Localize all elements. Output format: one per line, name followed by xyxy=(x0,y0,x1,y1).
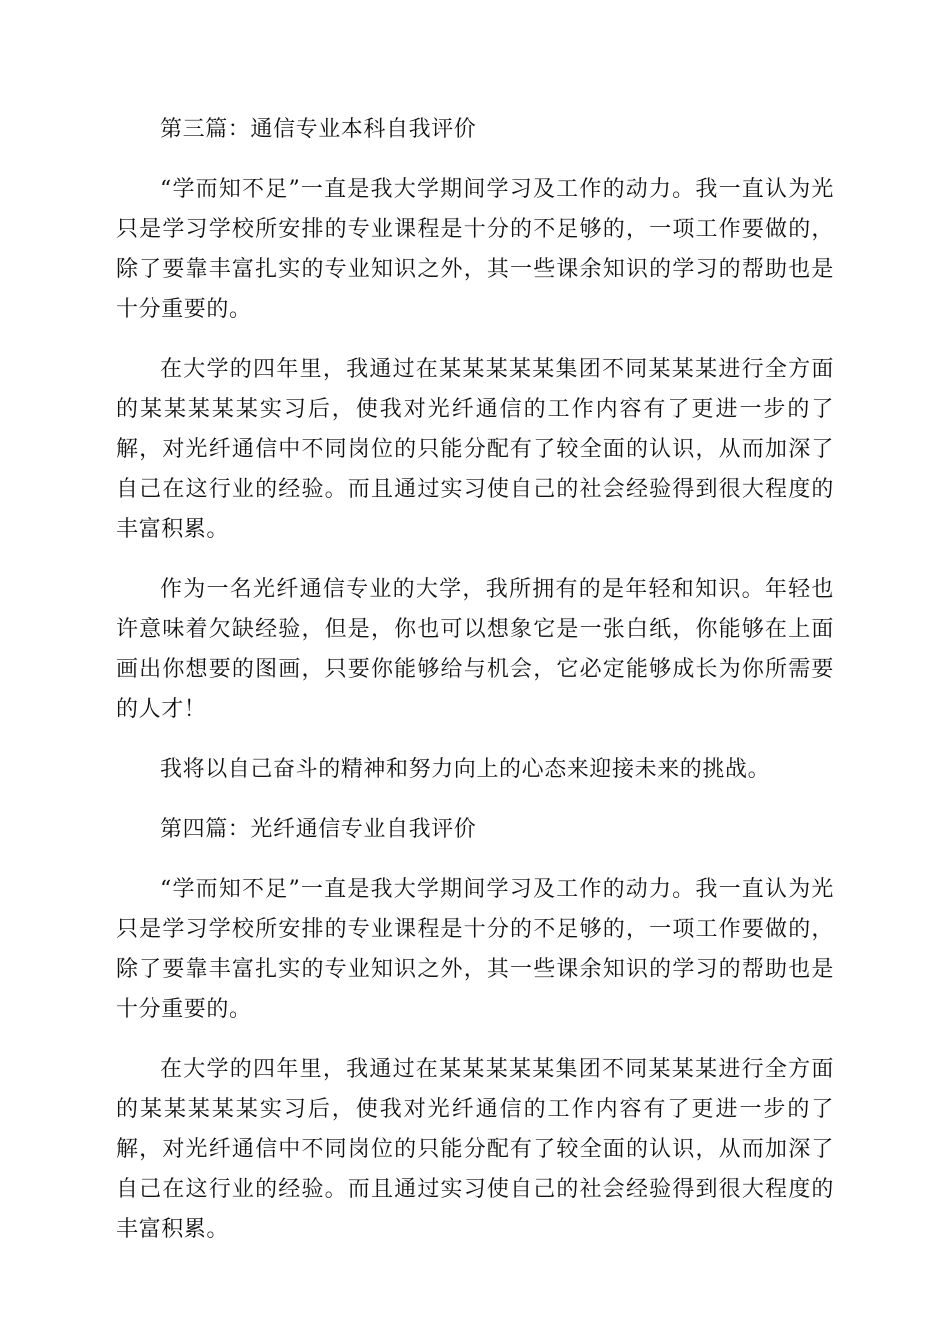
document-page xyxy=(116,110,834,1270)
paragraph: “学而知不足”一直是我大学期间学习及工作的动力。我一直认为光只是学习学校所安排的专业课程是十分的不足够的，一项工作要做的，除了要靠丰富扎实的专业知识之外，其一些课余知识的学习的帮助也是十分重要的。 xyxy=(116,177,834,322)
paragraph: 我将以自己奋斗的精神和努力向上的心态来迎接未来的挑战。 xyxy=(160,757,771,782)
paragraph: 在大学的四年里，我通过在某某某某某集团不同某某某进行全方面的某某某某某实习后，使我对光纤通信的工作内容有了更进一步的了解，对光纤通信中不同岗位的只能分配有了较全面的认识，从而加深了自己在这行业的经验。而且通过实习使自己的社会经验得到很大程度的丰富积累。 xyxy=(116,357,834,542)
paragraph: 在大学的四年里，我通过在某某某某某集团不同某某某进行全方面的某某某某某实习后，使我对光纤通信的工作内容有了更进一步的了解，对光纤通信中不同岗位的只能分配有了较全面的认识，从而加深了自己在这行业的经验。而且通过实习使自己的社会经验得到很大程度的丰富积累。 xyxy=(116,1057,834,1242)
section-heading-3: 第三篇：通信专业本科自我评价 xyxy=(160,117,477,142)
paragraph: 作为一名光纤通信专业的大学，我所拥有的是年轻和知识。年轻也许意味着欠缺经验，但是，你也可以想象它是一张白纸，你能够在上面画出你想要的图画，只要你能够给与机会，它必定能够成长为你所需要的人才！ xyxy=(116,577,834,722)
section-heading-4: 第四篇：光纤通信专业自我评价 xyxy=(160,817,477,842)
paragraph: “学而知不足”一直是我大学期间学习及工作的动力。我一直认为光只是学习学校所安排的专业课程是十分的不足够的，一项工作要做的，除了要靠丰富扎实的专业知识之外，其一些课余知识的学习的帮助也是十分重要的。 xyxy=(116,877,834,1022)
